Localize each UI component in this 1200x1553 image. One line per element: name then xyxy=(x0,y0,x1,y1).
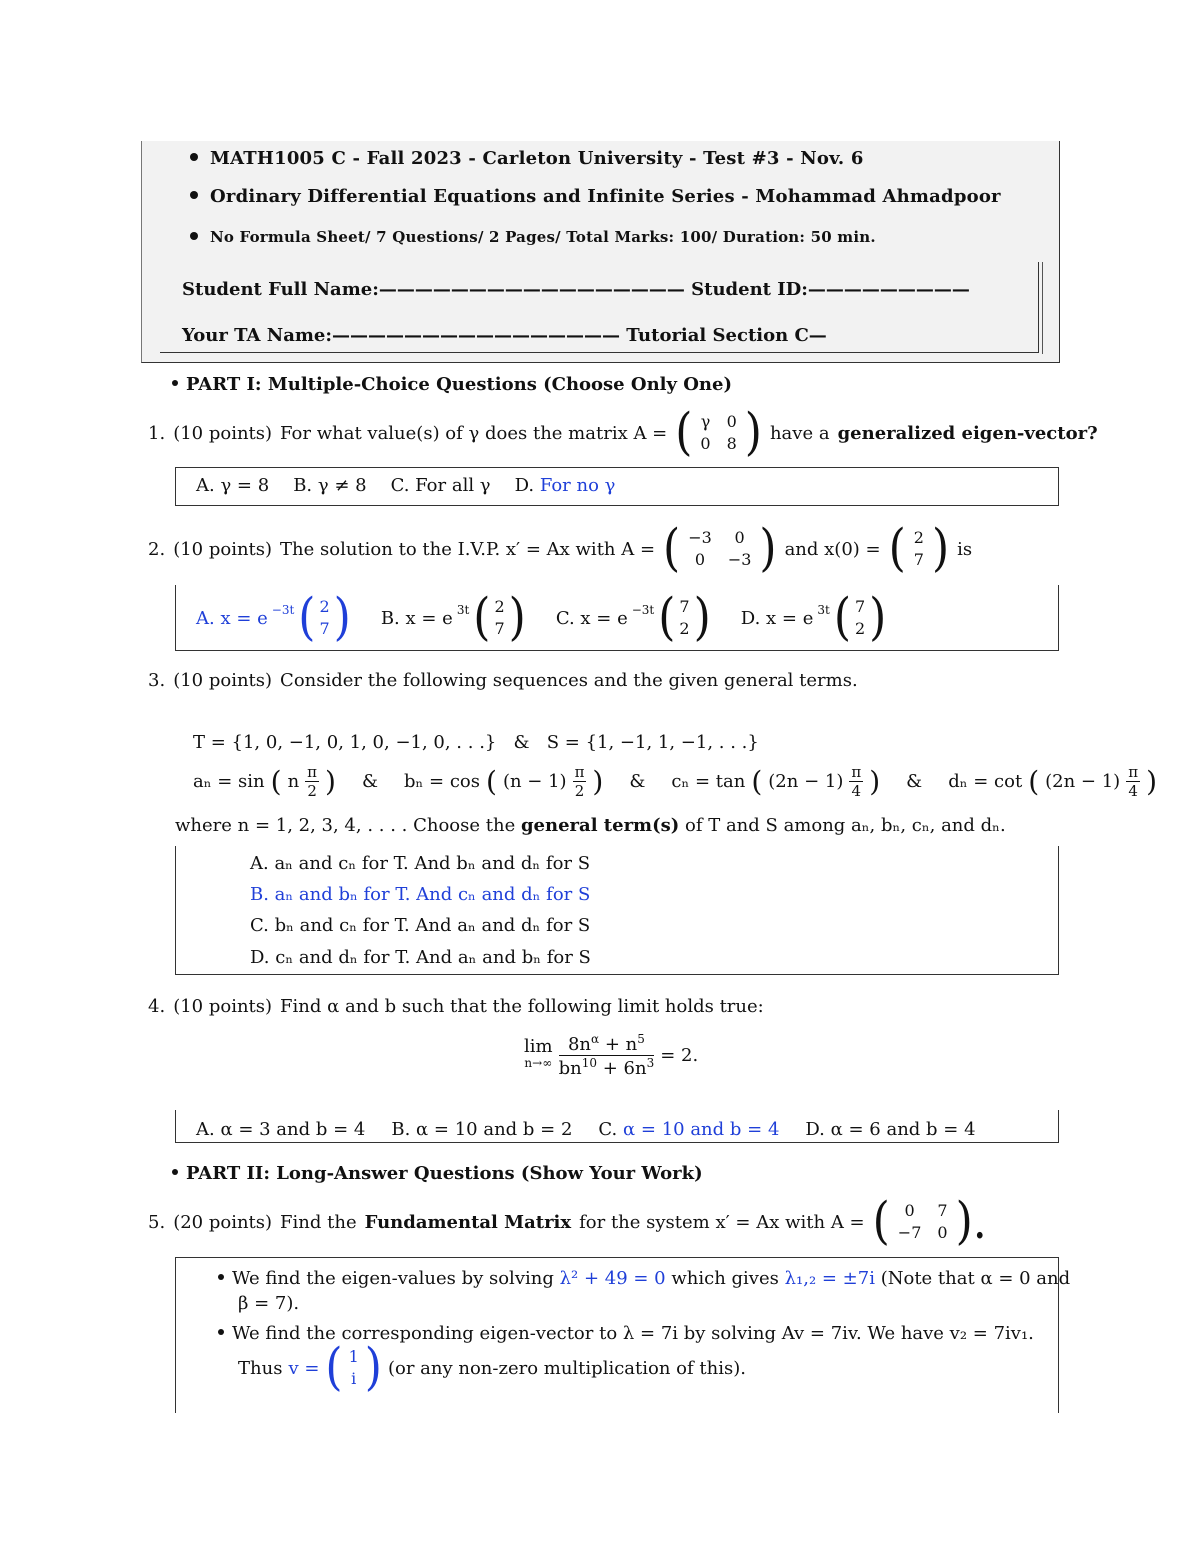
q3-option-d[interactable]: D. cₙ and dₙ for T. And aₙ and bₙ for S xyxy=(250,947,591,968)
exponent: 10 xyxy=(581,1055,597,1070)
bullet-icon xyxy=(190,191,198,199)
vector-cell: 1 xyxy=(348,1347,359,1366)
q4-answer: α = 10 and b = 4 xyxy=(623,1119,780,1140)
exponent: −3t xyxy=(271,603,295,617)
q4-option-c[interactable] xyxy=(598,1119,779,1140)
course-title: MATH1005 C - Fall 2023 - Carleton University - Test #3 - Nov. 6 xyxy=(210,148,864,169)
matrix-cell: 7 xyxy=(937,1201,948,1220)
q2-matrix xyxy=(688,527,751,571)
q4-options xyxy=(196,1119,976,1140)
fraction-den: 2 xyxy=(574,781,585,800)
fraction-num: π xyxy=(307,762,318,781)
student-name-field: Student Full Name:————————————————— Student ID:————————— xyxy=(182,279,970,300)
matrix-cell: 0 xyxy=(700,434,711,453)
q2-option-a[interactable] xyxy=(196,588,351,647)
q1-option-d-label: D. xyxy=(514,475,535,496)
student-info-box-edge xyxy=(1042,262,1043,354)
q5-step-3-text-b: (or any non-zero multiplication of this). xyxy=(387,1357,746,1379)
q3-instruction xyxy=(175,815,1006,836)
bullet-icon xyxy=(218,1274,224,1280)
course-title-line xyxy=(190,148,864,169)
question-4 xyxy=(148,996,764,1017)
right-paren-icon: ) xyxy=(1146,764,1157,798)
part2-title-text: PART II: Long-Answer Questions (Show Your Work) xyxy=(186,1163,703,1184)
q4-option-a[interactable]: A. α = 3 and b = 4 xyxy=(196,1119,366,1140)
q1-option-d[interactable] xyxy=(515,475,616,496)
left-paren-icon: ( xyxy=(663,519,681,578)
question-3 xyxy=(148,670,858,691)
question-1 xyxy=(148,403,1098,462)
q3-instruction-a: where n = 1, 2, 3, 4, . . . . Choose the xyxy=(175,815,516,836)
left-paren-icon: ( xyxy=(298,588,316,647)
vector-cell: i xyxy=(351,1369,357,1388)
term-a-label: aₙ = sin xyxy=(193,770,265,792)
vector-cell: 2 xyxy=(679,619,690,638)
limit-denominator xyxy=(559,1056,655,1079)
q4-option-c-label: C. xyxy=(598,1119,618,1140)
fraction xyxy=(1126,763,1140,800)
bullet-icon xyxy=(218,1329,224,1335)
option-vector xyxy=(679,596,689,640)
fraction-num: π xyxy=(851,762,862,781)
vector-cell: 7 xyxy=(913,550,924,569)
left-paren-icon: ( xyxy=(833,588,851,647)
right-paren-icon: ) xyxy=(333,588,351,647)
part1-title-text: PART I: Multiple-Choice Questions (Choose Only One) xyxy=(186,374,732,395)
q1-answer: For no γ xyxy=(539,475,616,496)
ampersand: & xyxy=(361,770,378,792)
q2-options xyxy=(196,588,887,647)
exponent: 5 xyxy=(637,1031,645,1046)
numerator-term: + n xyxy=(599,1033,638,1055)
q1-option-b[interactable]: B. γ ≠ 8 xyxy=(293,475,367,496)
right-paren-icon: ) xyxy=(869,588,887,647)
fraction-den: 4 xyxy=(851,781,862,800)
bullet-icon xyxy=(190,153,198,161)
q1-option-c[interactable]: C. For all γ xyxy=(390,475,491,496)
fraction-num: π xyxy=(1128,762,1139,781)
left-paren-icon: ( xyxy=(872,1192,890,1251)
ampersand: & xyxy=(629,770,646,792)
denominator-term: bn xyxy=(558,1057,582,1079)
question-5 xyxy=(148,1192,987,1251)
q3-points: (10 points) xyxy=(173,670,273,691)
exponent: α xyxy=(590,1031,600,1046)
q5-step-3 xyxy=(238,1338,746,1397)
q2-initial-vector xyxy=(914,527,924,571)
limit-fraction xyxy=(559,1032,655,1079)
right-paren-icon: ) xyxy=(744,403,762,462)
q2-option-b[interactable] xyxy=(380,588,526,647)
q5-eigenvalues: λ₁,₂ = ±7i xyxy=(784,1268,875,1289)
q5-text: Find the xyxy=(280,1211,357,1233)
matrix-cell: −7 xyxy=(897,1223,922,1242)
q5-step-3-text: Thus xyxy=(238,1357,283,1379)
right-paren-icon: ) xyxy=(325,764,336,798)
q3-number: 3. xyxy=(148,670,166,691)
option-vector xyxy=(319,596,329,640)
vector-cell: 7 xyxy=(679,597,690,616)
q2-option-c-label: C. x = e xyxy=(555,607,628,629)
q1-text-bold: generalized eigen-vector? xyxy=(837,422,1098,444)
q5-step-2-text: We find the corresponding eigen-vector to λ = 7i by solving Av = 7iv. We have v₂ = 7iv₁. xyxy=(232,1323,1034,1344)
limit-result: = 2. xyxy=(660,1044,699,1066)
right-paren-icon: ) xyxy=(931,519,950,578)
q5-step-1-text: We find the eigen-values by solving xyxy=(232,1268,554,1289)
term-c-label: cₙ = tan xyxy=(671,770,746,792)
right-paren-icon: ) xyxy=(759,519,777,578)
q2-text: The solution to the I.V.P. x′ = Ax with A = xyxy=(280,538,656,560)
q2-text-b: and x(0) = xyxy=(784,538,881,560)
bullet-icon xyxy=(190,232,198,240)
part1-title xyxy=(172,374,732,395)
right-paren-icon: ) xyxy=(508,588,526,647)
matrix-cell: −3 xyxy=(727,550,752,569)
option-vector xyxy=(494,596,504,640)
test-info-line xyxy=(190,228,876,246)
term-d-arg: (2n − 1) xyxy=(1045,770,1121,792)
q4-option-d[interactable]: D. α = 6 and b = 4 xyxy=(805,1119,976,1140)
q4-limit xyxy=(524,1030,698,1080)
q2-text-c: is xyxy=(957,538,973,560)
q4-text: Find α and b such that the following limit holds true: xyxy=(280,996,764,1017)
part2-title xyxy=(172,1163,703,1184)
q2-option-d-label: D. x = e xyxy=(740,607,814,629)
vector-cell: 2 xyxy=(913,528,924,547)
q4-option-b[interactable]: B. α = 10 and b = 2 xyxy=(391,1119,573,1140)
q5-number: 5. xyxy=(148,1211,166,1233)
vector-cell: 7 xyxy=(319,619,330,638)
term-c-arg: (2n − 1) xyxy=(768,770,844,792)
left-paren-icon: ( xyxy=(1028,764,1040,798)
matrix-cell: 0 xyxy=(694,550,706,569)
matrix-cell: 0 xyxy=(734,528,745,547)
q5-step-1-text-c: (Note that α = 0 and xyxy=(880,1268,1071,1289)
limit-operator xyxy=(524,1036,553,1071)
q1-text-b: have a xyxy=(769,422,830,444)
exponent: 3 xyxy=(646,1055,655,1070)
q5-char-equation: λ² + 49 = 0 xyxy=(559,1268,666,1289)
option-vector xyxy=(855,596,865,640)
q3-option-a[interactable]: A. aₙ and cₙ for T. And bₙ and dₙ for S xyxy=(250,853,591,874)
q3-sequences: T = {1, 0, −1, 0, 1, 0, −1, 0, . . .} & S = {1, −1, 1, −1, . . .} xyxy=(193,732,759,753)
test-info: No Formula Sheet/ 7 Questions/ 2 Pages/ Total Marks: 100/ Duration: 50 min. xyxy=(210,228,876,246)
matrix-cell: 0 xyxy=(904,1201,915,1220)
exponent: 3t xyxy=(817,603,830,617)
matrix-cell: 0 xyxy=(726,412,737,431)
exponent: −3t xyxy=(631,603,655,617)
q4-points: (10 points) xyxy=(173,996,273,1017)
course-subject: Ordinary Differential Equations and Infinite Series - Mohammad Ahmadpoor xyxy=(210,186,1001,207)
q1-points: (10 points) xyxy=(173,422,273,444)
vector-cell: 7 xyxy=(494,619,505,638)
q2-points: (10 points) xyxy=(173,538,273,560)
fraction-num: π xyxy=(574,762,585,781)
vector-cell: 2 xyxy=(494,597,505,616)
q2-option-c[interactable] xyxy=(555,588,711,647)
left-paren-icon: ( xyxy=(473,588,491,647)
q1-text: For what value(s) of γ does the matrix A = xyxy=(280,422,668,444)
q3-instruction-bold: general term(s) xyxy=(520,815,680,836)
q3-text: Consider the following sequences and the given general terms. xyxy=(280,670,858,691)
vector-cell: 2 xyxy=(319,597,330,616)
q3-option-b[interactable]: B. aₙ and bₙ for T. And cₙ and dₙ for S xyxy=(250,884,591,905)
q5-eigenvector xyxy=(349,1346,359,1390)
q5-points: (20 points) xyxy=(173,1211,273,1233)
term-a-arg: n xyxy=(287,770,300,792)
matrix-cell: 0 xyxy=(937,1223,948,1242)
q1-matrix xyxy=(700,411,736,455)
left-paren-icon: ( xyxy=(888,519,906,578)
q1-option-a[interactable]: A. γ = 8 xyxy=(196,475,270,496)
matrix-cell: −3 xyxy=(688,528,712,547)
left-paren-icon: ( xyxy=(658,588,676,647)
term-b-label: bₙ = cos xyxy=(404,770,480,792)
right-paren-icon: ) xyxy=(693,588,711,647)
q3-instruction-b: of T and S among aₙ, bₙ, cₙ, and dₙ. xyxy=(685,815,1006,836)
q5-matrix xyxy=(898,1200,948,1244)
question-2 xyxy=(148,519,973,578)
exponent: 3t xyxy=(456,603,470,617)
fraction xyxy=(849,763,863,800)
q1-number: 1. xyxy=(148,422,166,444)
left-paren-icon: ( xyxy=(751,764,763,798)
matrix-cell: γ xyxy=(700,412,711,431)
matrix-cell: 8 xyxy=(726,434,737,453)
right-paren-icon: ) xyxy=(592,764,604,798)
fraction-den: 4 xyxy=(1128,781,1138,800)
vector-cell: 2 xyxy=(854,619,866,638)
fraction xyxy=(305,763,319,800)
bullet-icon xyxy=(172,380,178,386)
limit-word: lim xyxy=(524,1036,553,1057)
ampersand: & xyxy=(906,770,923,792)
q2-option-a-label: A. x = e xyxy=(196,607,268,629)
q5-text-bold: Fundamental Matrix xyxy=(364,1211,572,1233)
vector-cell: 7 xyxy=(854,597,866,616)
q5-eigenvector-label: v = xyxy=(288,1357,320,1379)
q2-option-b-label: B. x = e xyxy=(380,607,453,629)
fraction-den: 2 xyxy=(307,781,317,800)
right-paren-icon: ). xyxy=(955,1192,987,1251)
term-b-arg: (n − 1) xyxy=(502,770,567,792)
q1-options xyxy=(196,475,615,496)
right-paren-icon: ) xyxy=(869,764,881,798)
limit-numerator xyxy=(559,1032,655,1056)
left-paren-icon: ( xyxy=(325,1338,343,1397)
left-paren-icon: ( xyxy=(675,403,693,462)
right-paren-icon: ) xyxy=(364,1338,382,1397)
bullet-icon xyxy=(172,1169,178,1175)
denominator-term: + 6n xyxy=(597,1057,647,1079)
course-subject-line xyxy=(190,186,1001,207)
left-paren-icon: ( xyxy=(270,764,282,798)
left-paren-icon: ( xyxy=(486,764,497,798)
q5-step-1-cont: β = 7). xyxy=(238,1293,300,1314)
fraction xyxy=(573,763,587,800)
ta-name-field: Your TA Name:———————————————— Tutorial Section C— xyxy=(182,325,827,346)
q2-number: 2. xyxy=(148,538,166,560)
q3-general-terms xyxy=(193,760,1157,802)
q5-text-b: for the system x′ = Ax with A = xyxy=(579,1211,865,1233)
q5-step-1-text-b: which gives xyxy=(671,1268,779,1289)
q4-number: 4. xyxy=(148,996,166,1017)
term-d-label: dₙ = cot xyxy=(948,770,1023,792)
numerator-term: 8n xyxy=(567,1033,591,1055)
q5-step-1 xyxy=(218,1268,1070,1289)
q2-option-d[interactable] xyxy=(740,588,887,647)
limit-subscript: n→∞ xyxy=(524,1056,553,1070)
q3-option-c[interactable]: C. bₙ and cₙ for T. And aₙ and dₙ for S xyxy=(250,915,591,936)
